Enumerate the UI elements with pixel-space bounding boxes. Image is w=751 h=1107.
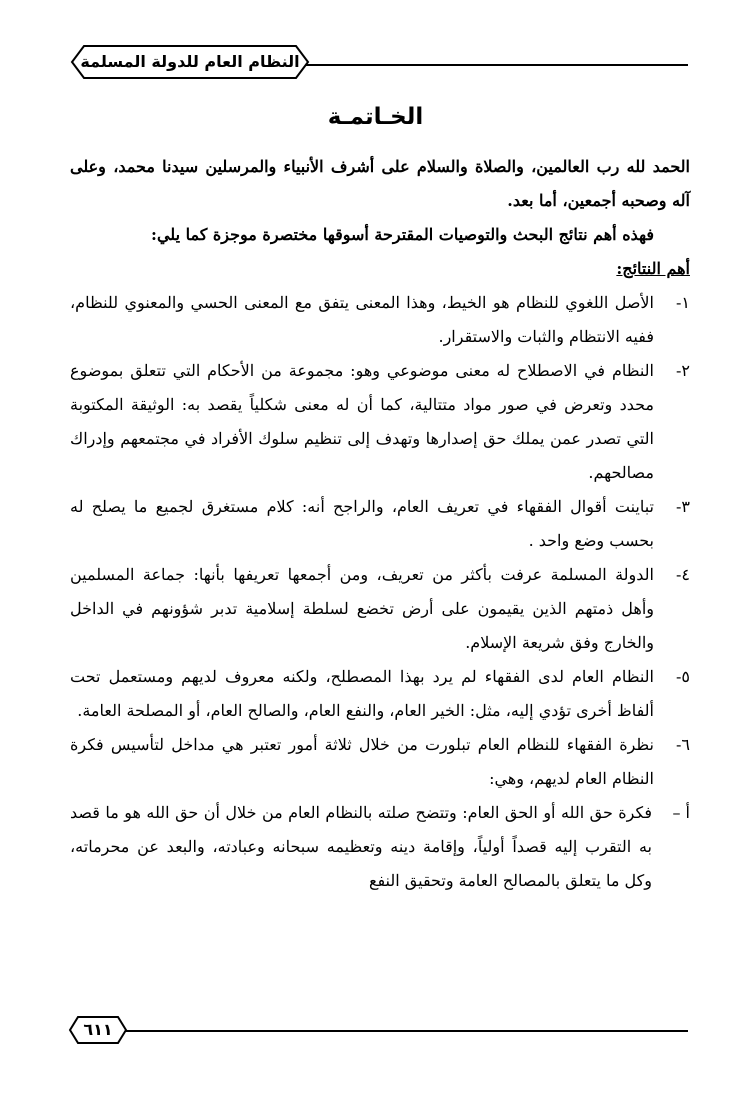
result-number: ٢- (676, 361, 690, 380)
footer-rule (120, 1030, 688, 1032)
result-text: النظام العام لدى الفقهاء لم يرد بهذا المصطلح، ولكنه معروف لديهم ومستعمل تحت ألفاظ أخرى تؤدي إليه، مثل: الخير العام، والنفع العام، والصالح العام، أو المصلحة العامة. (70, 667, 654, 720)
result-item (70, 558, 690, 660)
page-number: ٦١١ (83, 1020, 113, 1039)
result-item (70, 286, 690, 354)
result-text: تباينت أقوال الفقهاء في تعريف العام، والراجح أنه: كلام مستغرق لجميع ما يصلح له بحسب وضع واحد . (70, 497, 654, 550)
result-text: نظرة الفقهاء للنظام العام تبلورت من خلال ثلاثة أمور تعتبر هي مداخل لتأسيس فكرة النظام العام لديهم، وهي: (70, 735, 654, 788)
intro-paragraph: الحمد لله رب العالمين، والصلاة والسلام على أشرف الأنبياء والمرسلين سيدنا محمد، وعلى آله وصحبه أجمعين، أما بعد. (70, 157, 690, 210)
sub-item-label: أ – (672, 803, 690, 822)
page-number-badge (68, 1015, 128, 1045)
result-text: الدولة المسلمة عرفت بأكثر من تعريف، ومن أجمعها تعريفها بأنها: جماعة المسلمين وأهل ذمتهم الذين يقيمون على أرض تخضع لسلطة إسلامية تدبر شؤونهم في الداخل والخارج وفق شريعة الإسلام. (70, 565, 654, 652)
result-text: النظام في الاصطلاح له معنى موضوعي وهو: مجموعة من الأحكام التي تتعلق بموضوع محدد وتعرض في صور مواد متتالية، كما أن له معنى شكلياً يقصد به: الوثيقة المكتوبة التي تصدر عمن يملك حق إصدارها وتهدف إلى تنظيم سلوك الأفراد في مجتمعهم وإدراك مصالحهم. (70, 361, 654, 482)
results-heading: أهم النتائج: (616, 259, 690, 278)
result-number: ٤- (676, 565, 690, 584)
intro-lead: فهذه أهم نتائج البحث والتوصيات المقترحة أسوقها مختصرة موجزة كما يلي: (151, 225, 654, 244)
result-number: ٦- (676, 735, 690, 754)
sub-item (70, 796, 690, 898)
result-number: ٣- (676, 497, 690, 516)
result-item (70, 660, 690, 728)
result-text: الأصل اللغوي للنظام هو الخيط، وهذا المعنى يتفق مع المعنى الحسي والمعنوي للنظام، ففيه الانتظام والثبات والاستقرار. (70, 293, 654, 346)
header-rule (300, 64, 688, 66)
result-number: ١- (676, 293, 690, 312)
page-body (70, 150, 690, 898)
running-title: النظام العام للدولة المسلمة (80, 52, 300, 71)
result-item (70, 728, 690, 796)
sub-item-text: فكرة حق الله أو الحق العام: وتتضح صلته بالنظام العام من خلال أن حق الله هو ما قصد به التقرب إليه قصداً أولياً، وإقامة دينه وتعظيمه سبحانه وعبادته، والبعد عن محرماته، وكل ما يتعلق بالمصالح العامة وتحقيق النفع (70, 803, 652, 890)
chapter-title: الخـاتمـة (327, 104, 424, 130)
result-number: ٥- (676, 667, 690, 686)
result-item (70, 490, 690, 558)
result-item (70, 354, 690, 490)
running-header (70, 44, 310, 80)
